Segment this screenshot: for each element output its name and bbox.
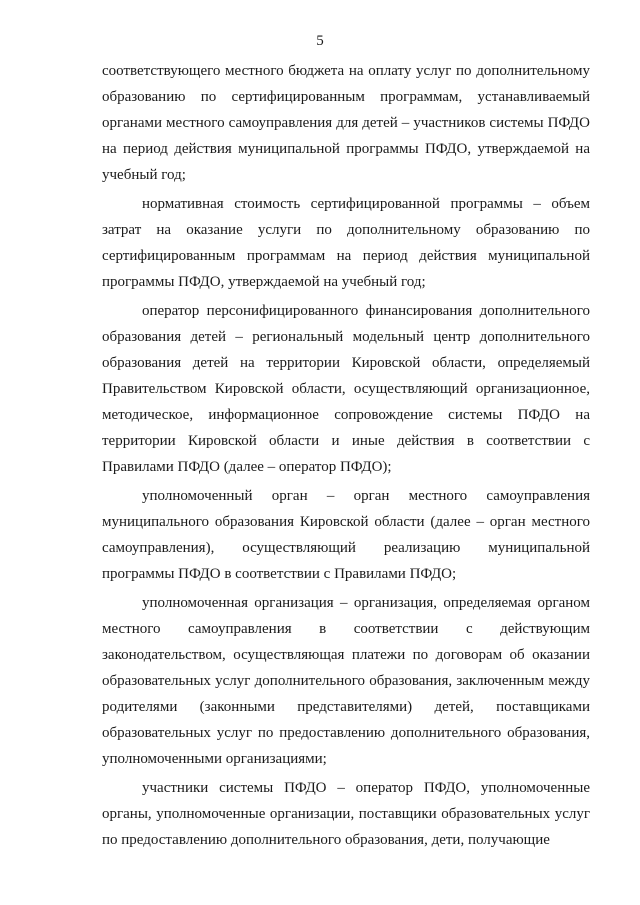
paragraph-participants: участники системы ПФДО – оператор ПФДО, уполномоченные органы, уполномоченные организации, поставщики образовательных услуг по предоставлению дополнительного образования, дети, получающие (102, 780, 590, 848)
paragraph-authorized-body: уполномоченный орган – орган местного самоуправления муниципального образования Кировской области (далее – орган местного самоуправления), осуществляющий реализацию муниципальной программы ПФДО в соответствии с Правилами ПФДО; (102, 488, 590, 582)
paragraph-normative-cost: нормативная стоимость сертифицированной программы – объем затрат на оказание услуги по дополнительному образованию по сертифицированным программам на период действия муниципальной программы ПФДО, утверждаемой на учебный год; (102, 196, 590, 290)
paragraph-continuation: соответствующего местного бюджета на оплату услуг по дополнительному образованию по сертифицированным программам, устанавливаемый органами местного самоуправления для детей – участников системы ПФДО на период действия муниципальной программы ПФДО, утверждаемой на учебный год; (102, 63, 590, 183)
body-text (102, 58, 590, 856)
paragraph-authorized-organization: уполномоченная организация – организация, определяемая органом местного самоуправления в соответствии с действующим законодательством, осуществляющая платежи по договорам об оказании образовательных услуг дополнительного образования, заключенным между родителями (законными представителями) детей, поставщиками образовательных услуг по предоставлению дополнительного образования, уполномоченными организациями; (102, 595, 590, 767)
paragraph-operator: оператор персонифицированного финансирования дополнительного образования детей – региональный модельный центр дополнительного образования детей на территории Кировской области, определяемый Правительством Кировской области, осуществляющий организационное, методическое, информационное сопровождение системы ПФДО на территории Кировской области и иные действия в соответствии с Правилами ПФДО (далее – оператор ПФДО); (102, 303, 590, 475)
page-number: 5 (316, 33, 324, 49)
